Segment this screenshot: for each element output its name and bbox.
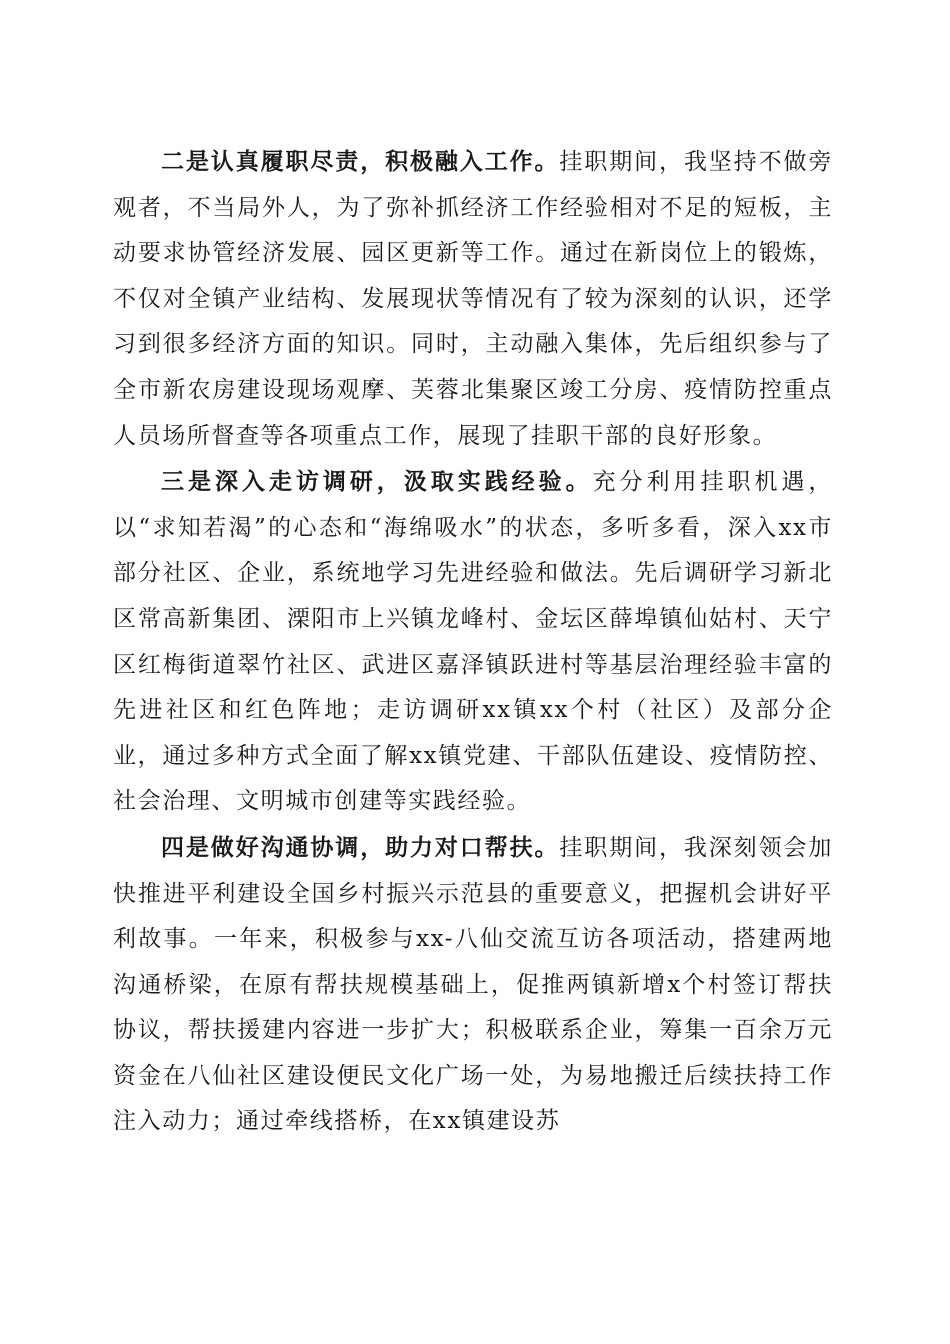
paragraph-heading: 二是认真履职尽责，积极融入工作。 (161, 148, 560, 175)
paragraph-text: 挂职期间，我深刻领会加快推进平利建设全国乡村振兴示范县的重要意义，把握机会讲好平利故事。一年来，积极参与xx-八仙交流互访各项活动，搭建两地沟通桥梁，在原有帮扶规模基础上，促推两镇新增x个村签订帮扶协议，帮扶援建内容进一步扩大；积极联系企业，筹集一百余万元资金在八仙社区建设便民文化广场一处，为易地搬迁后续扶持工作注入动力；通过牵线搭桥，在xx镇建设苏 (113, 834, 833, 1135)
paragraph-duty (113, 139, 833, 459)
paragraph-research (113, 459, 833, 825)
paragraph-text: 充分利用挂职机遇，以“求知若渴”的心态和“海绵吸水”的状态，多听多看，深入xx市部分社区、企业，系统地学习先进经验和做法。先后调研学习新北区常高新集团、溧阳市上兴镇龙峰村、金坛区薛埠镇仙姑村、天宁区红梅街道翠竹社区、武进区嘉泽镇跃进村等基层治理经验丰富的先进社区和红色阵地；走访调研xx镇xx个村（社区）及部分企业，通过多种方式全面了解xx镇党建、干部队伍建设、疫情防控、社会治理、文明城市创建等实践经验。 (113, 469, 833, 815)
paragraph-heading: 四是做好沟通协调，助力对口帮扶。 (161, 833, 560, 861)
paragraph-heading: 三是深入走访调研，汲取实践经验。 (161, 468, 593, 496)
document-body (113, 139, 833, 1145)
paragraph-text: 挂职期间，我坚持不做旁观者，不当局外人，为了弥补抓经济工作经验相对不足的短板，主动要求协管经济发展、园区更新等工作。通过在新岗位上的锻炼，不仅对全镇产业结构、发展现状等情况有了较为深刻的认识，还学习到很多经济方面的知识。同时，主动融入集体，先后组织参与了全市新农房建设现场观摩、芙蓉北集聚区竣工分房、疫情防控重点人员场所督查等各项重点工作，展现了挂职干部的良好形象。 (113, 149, 833, 449)
paragraph-coordination (113, 825, 833, 1145)
